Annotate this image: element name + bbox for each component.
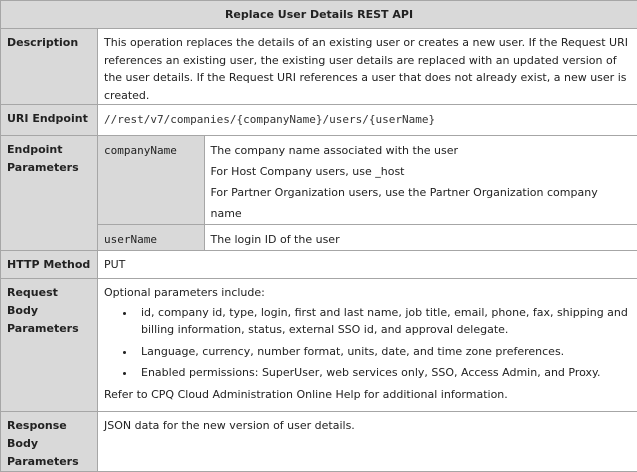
param-row-companyname	[98, 136, 637, 225]
uri-endpoint-value: //rest/v7/companies/{companyName}/users/{userName}	[98, 105, 637, 136]
list-item: • Language, currency, number format, units, date, and time zone preferences.	[136, 343, 631, 361]
description-text: This operation replaces the details of an existing user or creates a new user. If the Request URI references an existing user, the existing user details are replaced with an updated version of the user details. If the Request URI references a user that does not already exist, a new user is created.	[98, 29, 637, 105]
description-row	[1, 29, 637, 105]
request-body-footer: Refer to CPQ Cloud Administration Online Help for additional information.	[104, 386, 631, 404]
param-description-line: The login ID of the user	[211, 229, 632, 250]
list-item: • id, company id, type, login, first and last name, job title, email, phone, fax, shipping and billing information, status, external SSO id, and approval delegate.	[136, 304, 631, 339]
endpoint-params-cell	[98, 136, 637, 251]
param-description-line: For Host Company users, use _host	[211, 161, 632, 182]
request-body-row	[1, 279, 637, 412]
endpoint-params-row	[1, 136, 637, 251]
response-body-text: JSON data for the new version of user details.	[98, 412, 637, 472]
description-label: Description	[1, 29, 98, 105]
uri-row	[1, 105, 637, 136]
http-method-value: PUT	[98, 251, 637, 279]
request-body-intro: Optional parameters include:	[104, 284, 631, 302]
request-body-cell	[98, 279, 637, 412]
param-description-line: For Partner Organization users, use the Partner Organization company name	[211, 182, 632, 224]
param-description-line: The company name associated with the user	[211, 140, 632, 161]
param-name: userName	[98, 225, 204, 251]
list-item: • Enabled permissions: SuperUser, web services only, SSO, Access Admin, and Proxy.	[136, 364, 631, 382]
uri-label: URI Endpoint	[1, 105, 98, 136]
param-name: companyName	[98, 136, 204, 225]
request-body-list	[104, 304, 631, 382]
http-method-row	[1, 251, 637, 279]
param-description	[204, 136, 637, 225]
request-body-label: Request Body Parameters	[1, 279, 98, 412]
param-row-username	[98, 225, 637, 251]
endpoint-params-label: Endpoint Parameters	[1, 136, 98, 251]
title-row	[1, 1, 637, 29]
response-body-row	[1, 412, 637, 472]
param-description	[204, 225, 637, 251]
response-body-label: Response Body Parameters	[1, 412, 98, 472]
endpoint-params-table	[98, 136, 637, 250]
table-title: Replace User Details REST API	[1, 1, 637, 29]
http-method-label: HTTP Method	[1, 251, 98, 279]
